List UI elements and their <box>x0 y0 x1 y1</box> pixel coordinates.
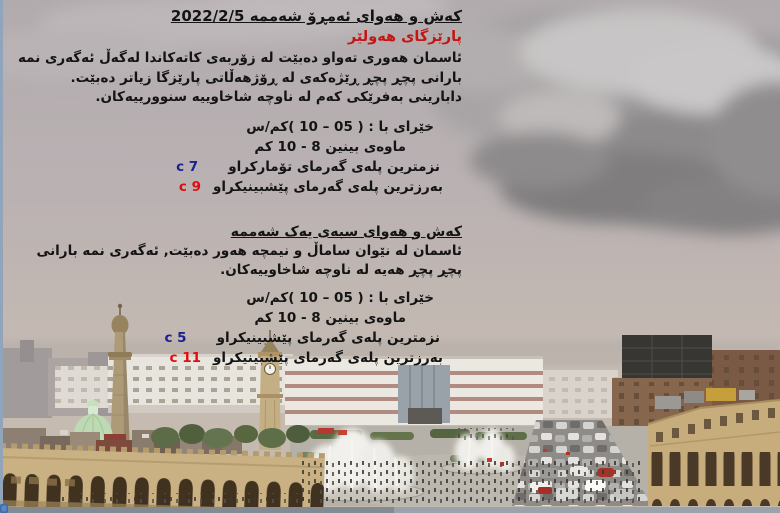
tomorrow-max-temp <box>6 348 443 368</box>
province-name: پارێزگای هەولێر <box>347 29 462 45</box>
tomorrow-min-temp-label: نزمترین پلەی گەرمای پێشبینیکراو <box>216 329 440 346</box>
today-forecast-line: بارانی پچڕ پچڕ ڕێژەکەی لە ڕۆژهەڵاتی پارێزگا زیاتر دەبێت. <box>70 69 462 86</box>
today-wind-speed: خێرای با : ( 05 – 10 )کم/س <box>246 118 434 135</box>
today-forecast-line: دابارینی بەفرێکی کەم لە ناوچە شاخاوییە سنوورییەکان. <box>95 89 462 105</box>
tomorrow-min-temp <box>6 328 440 348</box>
tomorrow-max-temp-label: بەرزترین پلەی گەرمای پێشبینیکراو <box>213 349 443 366</box>
today-min-temp <box>6 157 440 177</box>
today-min-temp-value: 7 c <box>176 158 199 175</box>
tomorrow-min-temp-value: 5 c <box>164 329 187 346</box>
tomorrow-max-temp-value: 11 c <box>169 349 202 366</box>
weather-report <box>6 6 462 368</box>
tomorrow-forecast-line: پچڕ پچڕ هەیە لە ناوچە شاخاوییەکان. <box>220 262 462 278</box>
window-border-left <box>0 0 3 513</box>
today-max-temp <box>6 177 443 197</box>
today-min-temp-label: نزمترین پلەی گەرمای تۆمارکراو <box>228 158 440 175</box>
tomorrow-forecast-line: ئاسمان لە نێوان ساماڵ و نیمچە هەور دەبێت, ئەگەری نمە بارانی <box>36 242 462 259</box>
today-visibility: ماوەی بینین 8 - 10 کم <box>254 138 406 155</box>
today-forecast-line: ئاسمان هەوری تەواو دەبێت لە زۆربەی کاتەکاندا لەگەڵ ئەگەری نمە <box>17 50 462 66</box>
right-arcade-building <box>648 388 780 506</box>
report-title: کەش و هەوای ئەمڕۆ شەممە 2022/2/5 <box>170 7 462 25</box>
today-max-temp-label: بەرزترین پلەی گەرمای پێشبینیکراو <box>213 178 443 195</box>
scrollbar-thumb <box>394 507 780 513</box>
tomorrow-wind-speed: خێرای با : ( 05 – 10 )کم/س <box>246 289 434 306</box>
tomorrow-heading: کەش و هەوای سبەی یەک شەممە <box>230 223 462 240</box>
today-max-temp-value: 9 c <box>178 178 202 195</box>
tomorrow-visibility: ماوەی بینین 8 - 10 کم <box>254 309 406 326</box>
